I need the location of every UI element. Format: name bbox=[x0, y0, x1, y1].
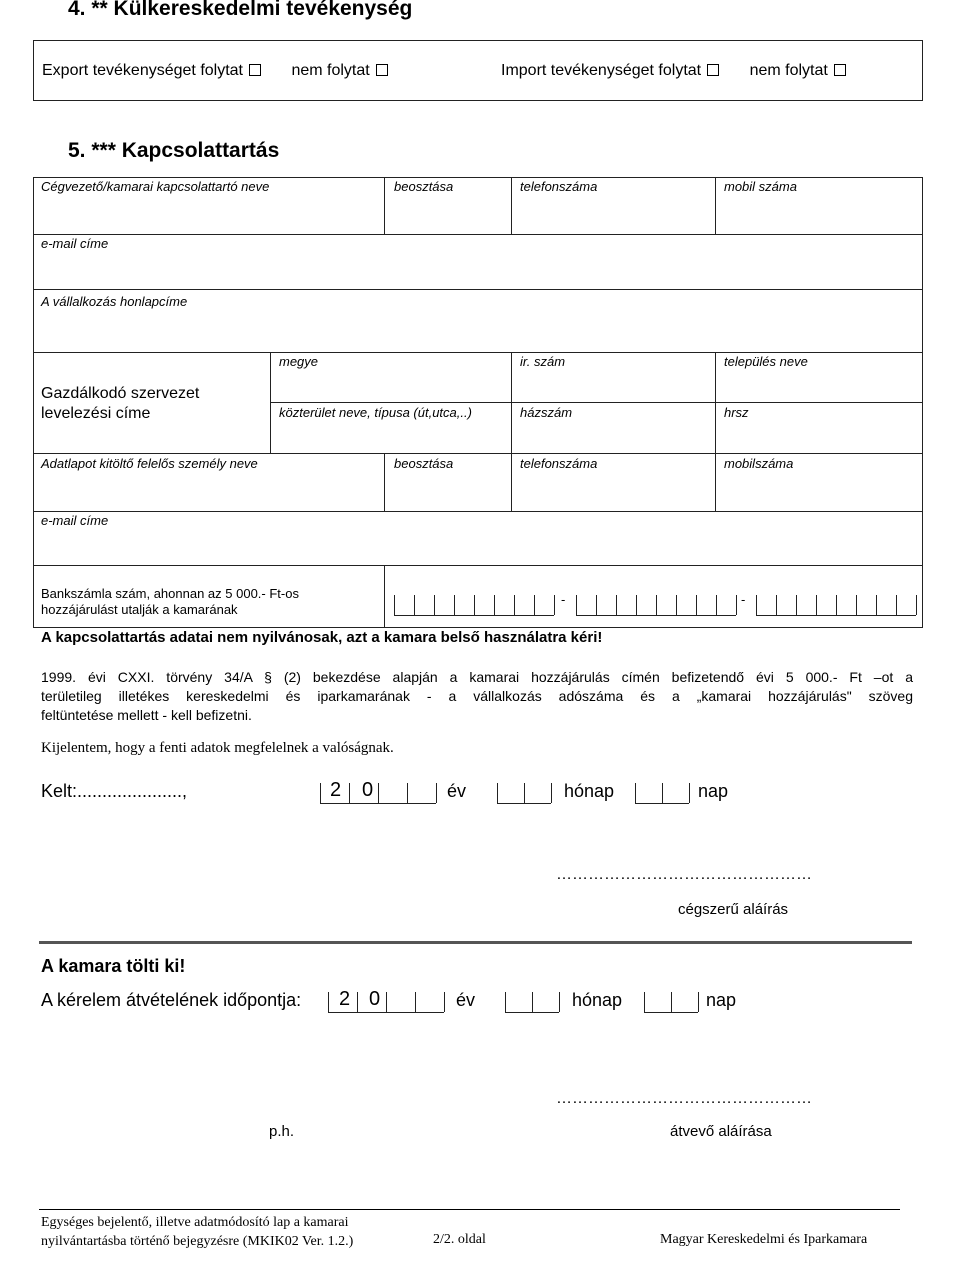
received-digit-1: 2 bbox=[339, 988, 351, 1010]
export-no-checkbox[interactable] bbox=[376, 64, 388, 76]
footer-page: 2/2. oldal bbox=[433, 1232, 486, 1247]
kelt-year-label: év bbox=[447, 781, 467, 801]
import-no-checkbox[interactable] bbox=[834, 64, 846, 76]
address-title-line2: levelezési címe bbox=[41, 405, 151, 422]
export-checkbox[interactable] bbox=[249, 64, 261, 76]
homepage-label: A vállalkozás honlapcíme bbox=[41, 294, 188, 309]
contact-name-label: Cégvezető/kamarai kapcsolattartó neve bbox=[41, 179, 270, 194]
address-title-line1: Gazdálkodó szervezet bbox=[41, 385, 200, 402]
filler-mobile-label: mobilszáma bbox=[724, 456, 794, 471]
received-day-label: nap bbox=[706, 990, 737, 1010]
law-line3: feltüntetése mellett - kell befizetni. bbox=[41, 707, 252, 723]
section4-title: 4. ** Külkereskedelmi tevékenység bbox=[68, 0, 413, 20]
contact-mobile-label: mobil száma bbox=[724, 179, 797, 194]
ph-label: p.h. bbox=[269, 1123, 295, 1140]
export-label: Export tevékenységet folytat bbox=[42, 62, 243, 79]
footer-org: Magyar Kereskedelmi és Iparkamara bbox=[660, 1232, 868, 1247]
received-month-label: hónap bbox=[572, 990, 623, 1010]
bank-dash-2: - bbox=[741, 592, 746, 607]
separator bbox=[39, 941, 912, 944]
received-day-cells[interactable] bbox=[644, 992, 698, 1013]
bank-dash-1: - bbox=[561, 592, 566, 607]
received-label: A kérelem átvételének időpontja: bbox=[41, 990, 302, 1010]
bank-label-line2: hozzájárulást utalják a kamarának bbox=[41, 602, 238, 617]
import-no-label: nem folytat bbox=[749, 62, 828, 79]
contact-email-label: e-mail címe bbox=[41, 236, 109, 251]
city-label: település neve bbox=[724, 354, 808, 369]
bank-label bbox=[41, 586, 299, 618]
footer-left bbox=[41, 1213, 353, 1251]
kelt-day-label: nap bbox=[698, 781, 729, 801]
law-line1: 1999. évi CXXI. törvény 34/A § (2) bekezdése alapján a kamarai hozzájárulás címén befizetendő évi 5 000.- Ft –ot a bbox=[41, 669, 913, 685]
footer-line2: nyilvántartásba történő bejegyzésre (MKIK02 Ver. 1.2.) bbox=[41, 1234, 354, 1249]
received-month-cells[interactable] bbox=[505, 992, 559, 1013]
bank-cells-group-3[interactable] bbox=[756, 595, 916, 616]
kelt-month-cells[interactable] bbox=[497, 783, 551, 804]
hrsz-label: hrsz bbox=[724, 405, 749, 420]
export-row bbox=[42, 62, 388, 80]
privacy-notice: A kapcsolattartás adatai nem nyilvánosak, azt a kamara belső használatra kéri! bbox=[41, 629, 603, 646]
filler-name-label: Adatlapot kitöltő felelős személy neve bbox=[41, 456, 258, 471]
house-number-label: házszám bbox=[520, 405, 573, 420]
contact-phone-label: telefonszáma bbox=[520, 179, 598, 194]
declaration: Kijelentem, hogy a fenti adatok megfelelnek a valóságnak. bbox=[41, 740, 394, 756]
receiver-signature-line: ………………………………………… bbox=[556, 1090, 812, 1107]
section4-box bbox=[33, 40, 923, 101]
street-label: közterület neve, típusa (út,utca,..) bbox=[279, 405, 472, 420]
filler-position-label: beosztása bbox=[394, 456, 454, 471]
bank-cells-group-2[interactable] bbox=[576, 595, 736, 616]
chamber-title: A kamara tölti ki! bbox=[41, 956, 186, 976]
bank-cells-group-1[interactable] bbox=[394, 595, 554, 616]
footer-line1: Egységes bejelentő, illetve adatmódosító lap a kamarai bbox=[41, 1215, 349, 1230]
bank-label-line1: Bankszámla szám, ahonnan az 5 000.- Ft-os bbox=[41, 586, 299, 601]
import-row bbox=[501, 62, 846, 80]
law-text bbox=[41, 668, 913, 725]
kelt-month-label: hónap bbox=[564, 781, 615, 801]
footer-rule bbox=[39, 1209, 900, 1210]
received-year-label: év bbox=[456, 990, 476, 1010]
kelt-digit-1: 2 bbox=[330, 779, 342, 801]
import-checkbox[interactable] bbox=[707, 64, 719, 76]
receiver-signature-label: átvevő aláírása bbox=[670, 1123, 772, 1140]
signature-label: cégszerű aláírás bbox=[678, 901, 789, 918]
county-label: megye bbox=[279, 354, 319, 369]
import-label: Import tevékenységet folytat bbox=[501, 62, 702, 79]
zip-label: ir. szám bbox=[520, 354, 566, 369]
kelt-digit-2: 0 bbox=[362, 779, 374, 801]
kelt-day-cells[interactable] bbox=[635, 783, 689, 804]
export-no-label: nem folytat bbox=[291, 62, 370, 79]
law-line2: területileg illetékes kereskedelmi és iparkamarának - a vállalkozás adószáma és a „kamarai hozzájárulás" szöveg bbox=[41, 688, 913, 704]
section5-title: 5. *** Kapcsolattartás bbox=[68, 139, 280, 162]
received-digit-2: 0 bbox=[369, 988, 381, 1010]
filler-phone-label: telefonszáma bbox=[520, 456, 598, 471]
kelt-label: Kelt:....................., bbox=[41, 781, 188, 801]
signature-line: ………………………………………… bbox=[556, 866, 812, 883]
contact-position-label: beosztása bbox=[394, 179, 454, 194]
filler-email-label: e-mail címe bbox=[41, 513, 109, 528]
address-title bbox=[41, 384, 199, 424]
